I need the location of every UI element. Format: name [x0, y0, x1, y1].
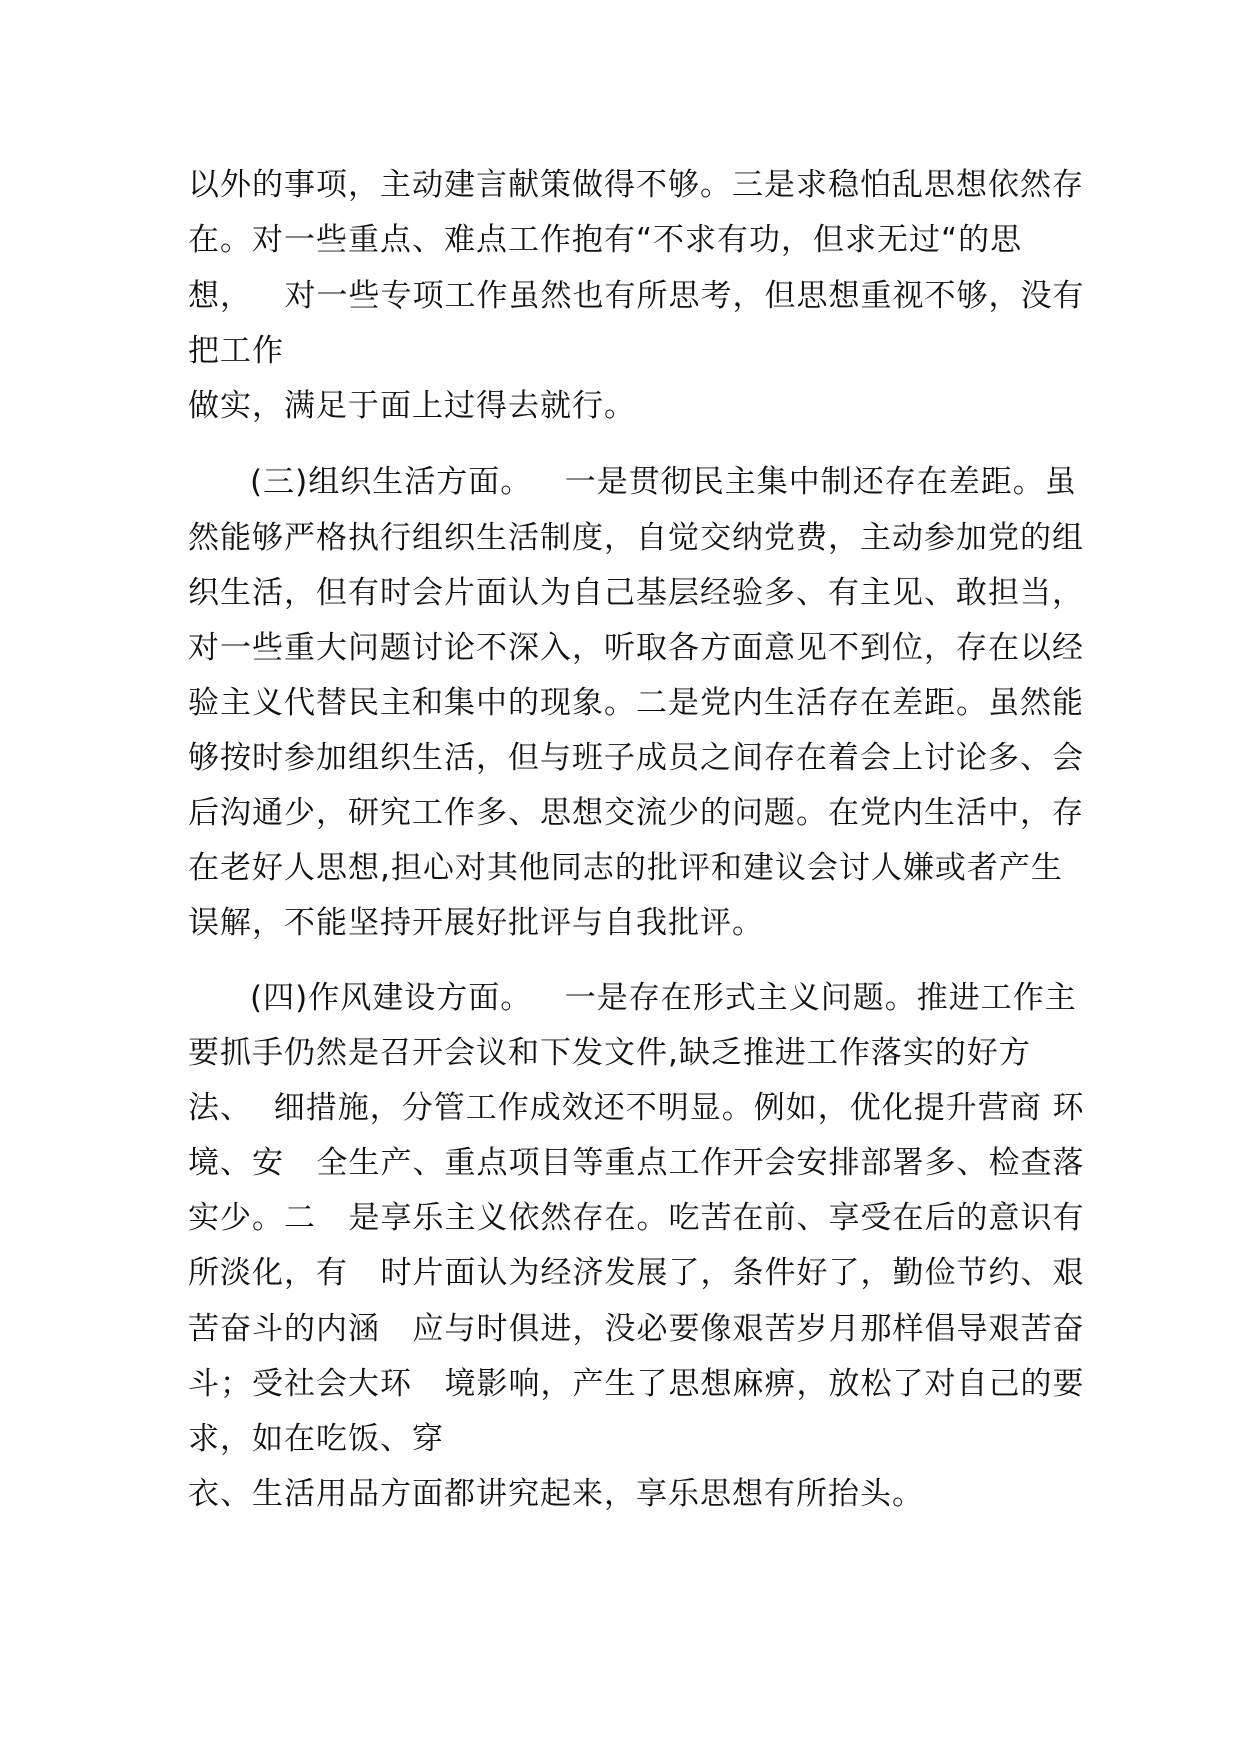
paragraph-line: 然能够严格执行组织生活制度，自觉交纳党费，主动参加党的组: [188, 520, 1084, 556]
paragraph-line: 想， 对一些专项工作虽然也有所思考，但思想重视不够，没有: [188, 278, 1085, 314]
section-four-heading-line: (四)作风建设方面。 一是存在形式主义问题。推进工作主: [250, 980, 1077, 1016]
paragraph-line: 做实，满足于面上过得去就行。: [188, 388, 636, 424]
paragraph-line: 织生活，但有时会片面认为自己基层经验多、有主见、敢担当，: [188, 575, 1084, 611]
paragraph-line: 在老好人思想,担心对其他同志的批评和建议会讨人嫌或者产生: [188, 850, 1063, 886]
paragraph-line: 要抓手仍然是召开会议和下发文件,缺乏推进工作落实的好方: [188, 1035, 1031, 1071]
paragraph-line: 衣、生活用品方面都讲究起来，享乐思想有所抬头。: [188, 1476, 924, 1512]
paragraph-line: 对一些重大问题讨论不深入，听取各方面意见不到位，存在以经: [188, 630, 1084, 666]
paragraph-line: 误解，不能坚持开展好批评与自我批评。: [188, 905, 764, 941]
paragraph-line: 验主义代替民主和集中的现象。二是党内生活存在差距。虽然能: [188, 685, 1084, 721]
paragraph-line: 所淡化，有 时片面认为经济发展了，条件好了，勤俭节约、艰: [188, 1255, 1085, 1291]
paragraph-line: 在。对一些重点、难点工作抱有“不求有功，但求无过“的思: [188, 222, 1023, 258]
paragraph-line: 苦奋斗的内涵 应与时俱进，没必要像艰苦岁月那样倡导艰苦奋: [188, 1311, 1085, 1347]
paragraph-line: 求，如在吃饭、穿: [188, 1421, 444, 1457]
paragraph-line: 法、 细措施，分管工作成效还不明显。例如，优化提升营商 环: [188, 1090, 1085, 1126]
paragraph-line: 以外的事项，主动建言献策做得不够。三是求稳怕乱思想依然存: [188, 167, 1084, 203]
paragraph-line: 实少。二 是享乐主义依然存在。吃苦在前、享受在后的意识有: [188, 1200, 1085, 1236]
paragraph-line: 把工作: [188, 333, 284, 369]
paragraph-line: 境、安 全生产、重点项目等重点工作开会安排部署多、检查落: [188, 1145, 1085, 1181]
section-three-heading-line: (三)组织生活方面。 一是贯彻民主集中制还存在差距。虽: [250, 464, 1077, 500]
paragraph-line: 后沟通少，研究工作多、思想交流少的问题。在党内生活中，存: [188, 795, 1084, 831]
paragraph-line: 斗；受社会大环 境影响，产生了思想麻痹，放松了对自己的要: [188, 1366, 1085, 1402]
paragraph-line: 够按时参加组织生活，但与班子成员之间存在着会上讨论多、会: [188, 740, 1084, 776]
